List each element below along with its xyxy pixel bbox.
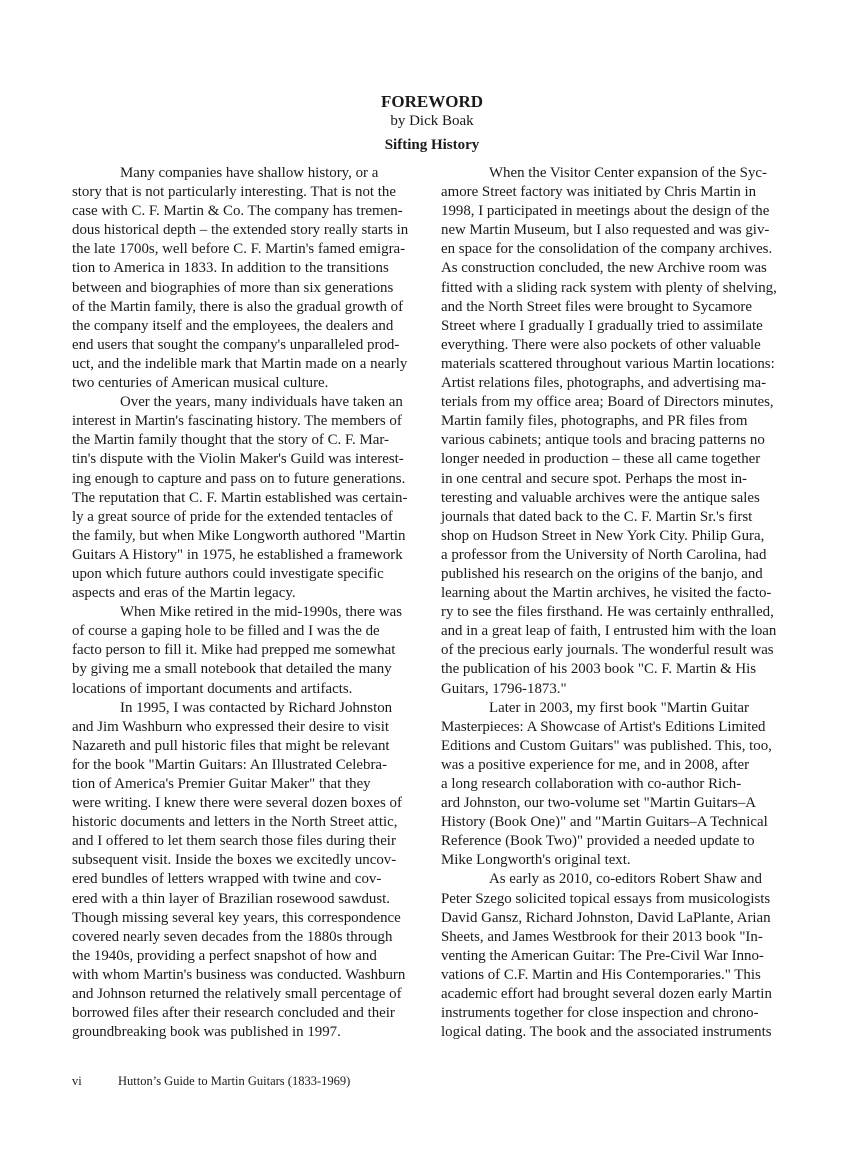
page-number: vi xyxy=(72,1074,82,1088)
author-byline: by Dick Boak xyxy=(390,113,474,129)
running-footer-title: Hutton’s Guide to Martin Guitars (1833-1969) xyxy=(118,1074,351,1088)
right-text-column xyxy=(441,164,789,1042)
paragraph: Later in 2003, my first book "Martin Guitar Masterpieces: A Showcase of Artist's Editions Limited Editions and Custom Guitars" was published. This, too, was a positive experience for me, and in 2008, after a long research collaboration with co-author Rich- ard Johnston, our two-volume set "Martin Guitars–A History (Book One)" and "Martin Guitars–A Technical Reference (Book Two)" provided a needed update to Mike Longworth's original text. xyxy=(441,699,772,869)
page-title: FOREWORD xyxy=(381,92,483,111)
paragraph: When the Visitor Center expansion of the Syc- amore Street factory was initiated by Chris Martin in 1998, I participated in meetings about the design of the new Martin Museum, but I also requested and was giv- en space for the consolidation of the company archives. As construction concluded, the new Archive room was fitted with a sliding rack system with plenty of shelving, and the North Street files were brought to Sycamore Street where I gradually I gradually tried to assimilate everything. There were also pockets of other valuable materials scattered throughout various Martin locations: Artist relations files, photographs, and advertising ma- terials from my office area; Board of Directors minutes, Martin family files, photographs, and PR files from various cabinets; antique tools and bracing patterns no longer needed in production – these all came together in one central and secure spot. Perhaps the most in- teresting and valuable archives were the antique sales journals that dated back to the C. F. Martin Sr.'s first shop on Hudson Street in New York City. Philip Gura, a professor from the University of North Carolina, had published his research on the origins of the banjo, and learning about the Martin archives, he visited the facto- ry to see the files firsthand. He was certainly enthralled, and in a great leap of faith, I entrusted him with the loan of the precious early journals. The wonderful result was the publication of his 2003 book "C. F. Martin & His Guitars, 1796-1873." xyxy=(441,165,777,697)
paragraph: In 1995, I was contacted by Richard Johnston and Jim Washburn who expressed their desire to visit Nazareth and pull historic files that might be relevant for the book "Martin Guitars: An Illustrated Celebra- tion of America's Premier Guitar Maker" that they were writing. I knew there were several dozen boxes of historic documents and letters in the North Street attic, and I offered to let them search those files during their subsequent visit. Inside the boxes we excitedly uncov- ered bundles of letters wrapped with twine and cov- ered with a thin layer of Brazilian rosewood sawdust. Though missing several key years, this correspondence covered nearly seven decades from the 1880s through the 1940s, providing a perfect snapshot of how and with whom Martin's business was conducted. Washburn and Johnson returned the relatively small percentage of borrowed files after their research concluded and their groundbreaking book was published in 1997. xyxy=(72,699,406,1041)
section-title: Sifting History xyxy=(384,137,480,153)
paragraph: When Mike retired in the mid-1990s, there was of course a gaping hole to be filled and I was the de facto person to fill it. Mike had prepped me somewhat by giving me a small notebook that detailed the many locations of important documents and artifacts. xyxy=(72,604,403,697)
paragraph: As early as 2010, co-editors Robert Shaw and Peter Szego solicited topical essays from musicologists David Gansz, Richard Johnston, David LaPlante, Arian Sheets, and James Westbrook for their 2013 book "In- venting the American Guitar: The Pre-Civil War Inno- vations of C.F. Martin and His Contemporaries." This academic effort had brought several dozen early Martin instruments together for close inspection and chrono- logical dating. The book and the associated instruments xyxy=(441,871,772,1041)
paragraph: Over the years, many individuals have taken an interest in Martin's fascinating history. The members of the Martin family thought that the story of C. F. Mar- tin's dispute with the Violin Maker's Guild was interest- ing enough to capture and pass on to future generations. The reputation that C. F. Martin established was certain- ly a great source of pride for the extended tentacles of the family, but when Mike Longworth authored "Martin Guitars A History" in 1975, he established a framework upon which future authors could investigate specific aspects and eras of the Martin legacy. xyxy=(72,394,408,602)
paragraph: Many companies have shallow history, or a story that is not particularly interesting. That is not the case with C. F. Martin & Co. The company has tremen- dous historical depth – the extended story really starts in the late 1700s, well before C. F. Martin's famed emigra- tion to America in 1833. In addition to the transitions between and biographies of more than six generations of the Martin family, there is also the gradual growth of the company itself and the employees, the dealers and end users that sought the company's unparalleled prod- uct, and the indelible mark that Martin made on a nearly two centuries of American musical culture. xyxy=(72,165,409,392)
left-text-column xyxy=(72,164,420,1042)
foreword-header xyxy=(0,92,864,154)
page-footer xyxy=(72,1073,350,1089)
